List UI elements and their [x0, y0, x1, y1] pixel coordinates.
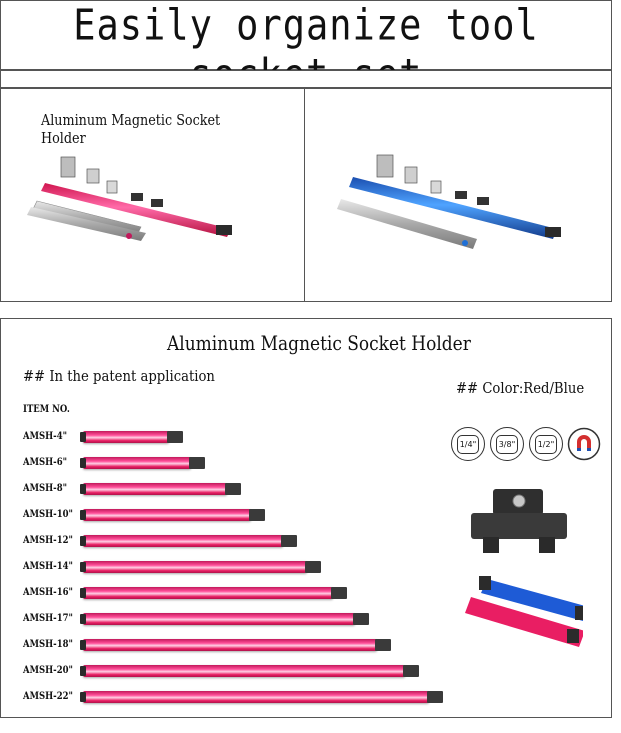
holder-bar: [83, 535, 283, 547]
size-label: AMSH-22": [23, 691, 73, 702]
header-banner: [0, 0, 612, 70]
size-label: AMSH-4": [23, 431, 68, 442]
end-cap: [281, 535, 297, 547]
product-photo-blue: [304, 88, 612, 302]
end-cap: [305, 561, 321, 573]
end-cap: [375, 639, 391, 651]
holder-bar: [83, 691, 429, 703]
size-label: AMSH-14": [23, 561, 73, 572]
size-label: AMSH-8": [23, 483, 68, 494]
end-cap: [331, 587, 347, 599]
end-cap: [249, 509, 265, 521]
patent-note: ## In the patent application: [23, 367, 215, 385]
holder-bar: [83, 483, 227, 495]
size-label: AMSH-16": [23, 587, 73, 598]
size-label: AMSH-17": [23, 613, 73, 624]
size-label: AMSH-10": [23, 509, 73, 520]
end-cap: [189, 457, 205, 469]
item-column-header: ITEM NO.: [23, 404, 70, 415]
holder-bar: [83, 457, 191, 469]
drive-1-4-icon: 1/4": [451, 427, 485, 461]
red-holder-illustration: [1, 89, 304, 301]
magnet-icon: [567, 427, 601, 461]
product-photo-red: [0, 88, 305, 302]
holder-bar: [83, 561, 307, 573]
clip-detail-illustration: [463, 479, 583, 659]
end-cap: [167, 431, 183, 443]
holder-bar: [83, 509, 251, 521]
end-cap: [427, 691, 443, 703]
page-title: Easily organize tool: [73, 0, 539, 50]
holder-bar: [83, 665, 405, 677]
size-label: AMSH-6": [23, 457, 68, 468]
header-divider: [0, 70, 612, 88]
holder-bar: [83, 613, 355, 625]
drive-1-2-icon: 1/2": [529, 427, 563, 461]
holder-bar: [83, 639, 377, 651]
color-note: ## Color:Red/Blue: [456, 379, 585, 397]
drive-3-8-icon: 3/8": [490, 427, 524, 461]
blue-holder-illustration: [305, 89, 611, 301]
holder-bar: [83, 431, 169, 443]
detail-title: Aluminum Magnetic Socket Holder: [167, 331, 471, 355]
detail-panel: [0, 318, 612, 718]
size-label: AMSH-20": [23, 665, 73, 676]
end-cap: [225, 483, 241, 495]
holder-bar: [83, 587, 333, 599]
end-cap: [403, 665, 419, 677]
size-label: AMSH-18": [23, 639, 73, 650]
size-label: AMSH-12": [23, 535, 73, 546]
panel-caption: Aluminum Magnetic Socket Holder: [41, 111, 221, 147]
end-cap: [353, 613, 369, 625]
